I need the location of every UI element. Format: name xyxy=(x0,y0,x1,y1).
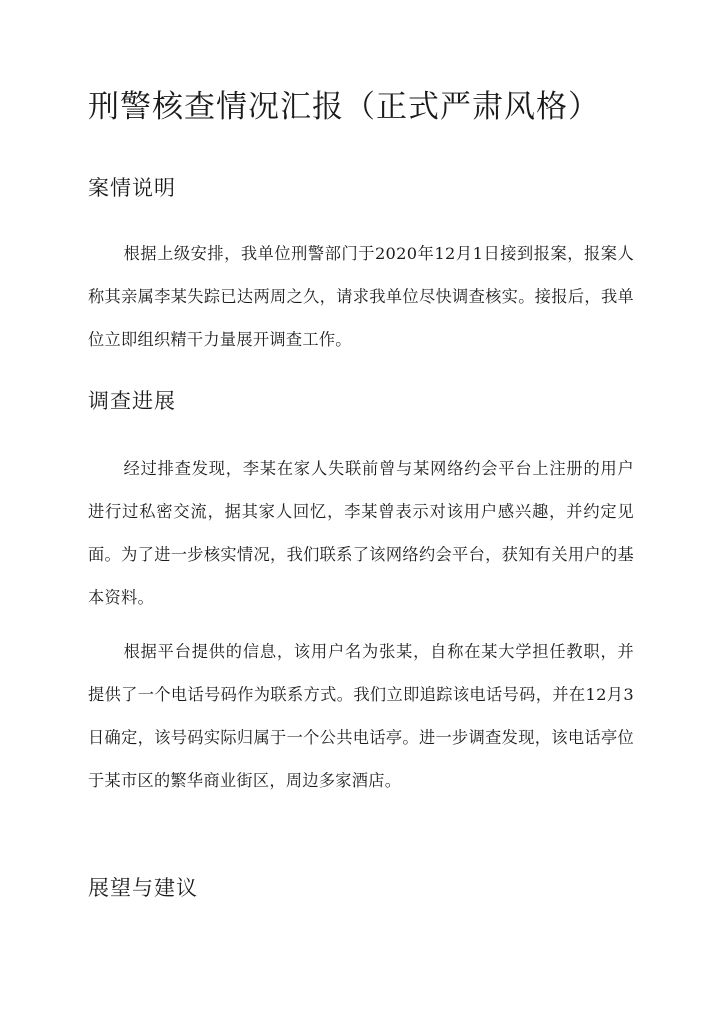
section-heading-progress: 调查进展 xyxy=(88,389,176,413)
paragraph-progress-2: 根据平台提供的信息，该用户名为张某，自称在某大学担任教职，并提供了一个电话号码作为联系方式。我们立即追踪该电话号码，并在12月3日确定，该号码实际归属于一个公共电话亭。进一步调查发现，该电话亭位于某市区的繁华商业街区，周边多家酒店。 xyxy=(88,642,634,790)
section-heading-case: 案情说明 xyxy=(88,176,176,200)
paragraph-case-description: 根据上级安排，我单位刑警部门于2020年12月1日接到报案，报案人称其亲属李某失踪已达两周之久，请求我单位尽快调查核实。接报后，我单位立即组织精干力量展开调查工作。 xyxy=(88,244,634,349)
section-heading-outlook: 展望与建议 xyxy=(88,876,198,900)
document-title: 刑警核查情况汇报（正式严肃风格） xyxy=(88,89,600,125)
paragraph-progress-1: 经过排查发现，李某在家人失联前曾与某网络约会平台上注册的用户进行过私密交流，据其家人回忆，李某曾表示对该用户感兴趣，并约定见面。为了进一步核实情况，我们联系了该网络约会平台，获知有关用户的基本资料。 xyxy=(88,459,634,607)
